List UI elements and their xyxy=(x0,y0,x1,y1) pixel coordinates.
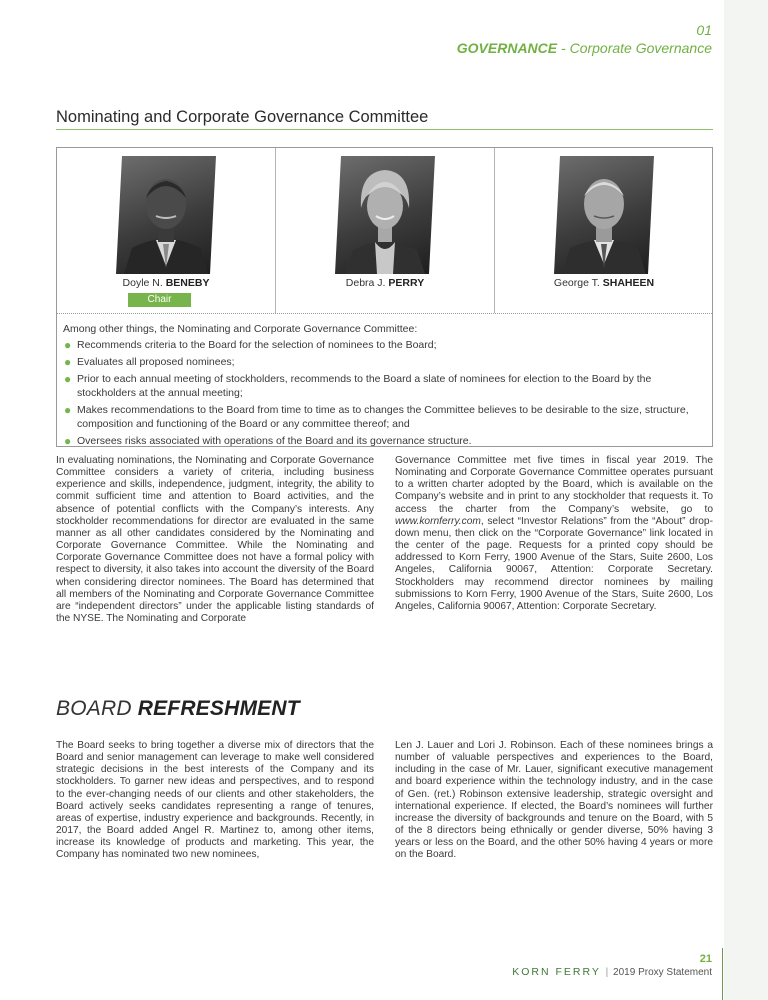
nominations-text-a: Governance Committee met five times in fiscal year 2019. The Nominating and Corporate Governance Committee operates pursuant to a written charter adopted by the Board, which is available on the Company’s website and in print to any stockholder that requests it. To access the charter from the Company’s website, go to xyxy=(395,455,713,515)
duty-item xyxy=(63,372,708,401)
committee-members-box xyxy=(56,147,713,447)
bullet-icon: ● xyxy=(64,434,72,449)
nominations-text-b: , select “Investor Relations” from the “About” drop-down menu, then click on the “Corporate Governance” link located in the center of the page. Requests for a printed copy should be addressed to Korn Ferry, 1900 Avenue of the Stars, Suite 2600, Los Angeles, California 90067, Attention: Corporate Secretary. Stockholders may recommend director nominees by mailing submissions to Korn Ferry, 1900 Avenue of the Stars, Suite 2600, Los Angeles, California 90067, Attention: Corporate Secretary. xyxy=(395,515,713,612)
website-url: www.kornferry.com xyxy=(395,515,481,527)
duty-text: Prior to each annual meeting of stockholders, recommends to the Board a slate of nominees for election to the Board by the stockholders at the annual meeting; xyxy=(77,372,652,400)
member-name-perry xyxy=(276,277,494,289)
portrait-figure-beneby xyxy=(116,156,216,274)
portrait-figure-shaheen xyxy=(554,156,654,274)
member-last-name: PERRY xyxy=(388,277,425,289)
member-card-beneby xyxy=(57,148,275,313)
duty-item xyxy=(63,434,708,448)
refreshment-paragraph-left: The Board seeks to bring together a diverse mix of directors that the Board and senior management can leverage to make well considered strategic decisions in the best interests of the Company and its stockholders. To garner new ideas and perspectives, and to respond to the ever-changing needs of our clients and other stakeholders, the Board actively seeks candidates representing a range of tenures, areas of expertise, industry experience and backgrounds. Recently, in 2017, the Board added Angel R. Martinez to, among other items, increase its knowledge of products and marketing. This year, the Company has nominated two new nominees, xyxy=(56,740,374,861)
member-name-beneby xyxy=(57,277,275,289)
page-edge-line xyxy=(722,948,723,1000)
committee-duties xyxy=(63,322,708,451)
duty-item xyxy=(63,338,708,352)
portrait-figure-perry xyxy=(335,156,435,274)
duties-list xyxy=(63,338,708,448)
brand-logo: KORN FERRY xyxy=(512,966,601,978)
bullet-icon: ● xyxy=(64,371,72,386)
member-photo-beneby xyxy=(116,156,216,274)
duty-item xyxy=(63,355,708,369)
member-first-name: Debra J. xyxy=(345,277,389,289)
duty-text: Recommends criteria to the Board for the selection of nominees to the Board; xyxy=(77,339,437,352)
member-last-name: SHAHEEN xyxy=(602,277,655,289)
footer xyxy=(512,966,712,978)
nominations-paragraph-left: In evaluating nominations, the Nominating and Corporate Governance Committee considers a variety of criteria, including business experience and skills, independence, judgment, integrity, the ability to commit sufficient time and attention to Board activities, and the absence of potential conflicts with the Company’s interests. Any stockholder recommendations for director are evaluated in the same manner as all other candidates considered by the Nominating and Corporate Governance Committee. While the Nominating and Corporate Governance Committee does not have a formal policy with respect to diversity, it also takes into account the diversity of the Board when considering director nominees. The Board has determined that all members of the Nominating and Corporate Governance Committee are “independent directors” under the applicable listing standards of the NYSE. The Nominating and Corporate xyxy=(56,455,374,625)
duty-item xyxy=(63,403,708,432)
committee-heading: Nominating and Corporate Governance Committee xyxy=(56,108,429,126)
duties-intro: Among other things, the Nominating and Corporate Governance Committee: xyxy=(63,323,418,335)
member-photo-perry xyxy=(335,156,435,274)
footer-separator: | xyxy=(605,967,609,978)
member-last-name: BENEBY xyxy=(165,277,210,289)
member-first-name: George T. xyxy=(553,277,603,289)
section-title xyxy=(457,40,712,56)
duty-text: Oversees risks associated with operations of the Board and its governance structure. xyxy=(77,435,472,448)
section-subtitle: Corporate Governance xyxy=(569,40,712,56)
heading-bold: REFRESHMENT xyxy=(137,697,300,720)
refreshment-paragraph-right: Len J. Lauer and Lori J. Robinson. Each of these nominees brings a number of valuable perspectives and experiences to the Board, including in the case of Mr. Lauer, significant executive management and board experience within the technology industry, and in the case of Gen. (ret.) Robinson extensive leadership, strategic oversight and international experience. If elected, the Board’s nominees will further increase the diversity of backgrounds and tenure on the Board, with 5 of the 8 directors being ethnically or gender diverse, 50% having 3 years or less on the Board, and the other 50% having 4 years or more on the Board. xyxy=(395,740,713,861)
chair-badge: Chair xyxy=(128,293,191,307)
bullet-icon: ● xyxy=(64,355,72,370)
board-refreshment-heading xyxy=(56,697,300,721)
heading-rule xyxy=(56,129,713,130)
member-name-shaheen xyxy=(495,277,713,289)
section-separator: - xyxy=(557,40,570,56)
member-card-perry xyxy=(276,148,494,313)
member-card-shaheen xyxy=(495,148,713,313)
members-dotted-separator xyxy=(57,313,712,314)
bullet-icon: ● xyxy=(64,338,72,353)
duty-text: Makes recommendations to the Board from time to time as to changes the Committee believes to be desirable to the size, structure, composition and functioning of the Board or any committee thereof; and xyxy=(77,403,689,431)
member-first-name: Doyle N. xyxy=(122,277,166,289)
bullet-icon: ● xyxy=(64,402,72,417)
heading-light: BOARD xyxy=(56,697,138,720)
page-edge-strip xyxy=(724,0,768,1000)
section-name: GOVERNANCE xyxy=(456,40,558,56)
document-title: 2019 Proxy Statement xyxy=(613,967,712,978)
nominations-paragraph-right xyxy=(395,455,713,613)
section-number: 01 xyxy=(696,22,712,38)
member-photo-shaheen xyxy=(554,156,654,274)
duty-text: Evaluates all proposed nominees; xyxy=(77,356,235,369)
page-number: 21 xyxy=(699,953,712,965)
